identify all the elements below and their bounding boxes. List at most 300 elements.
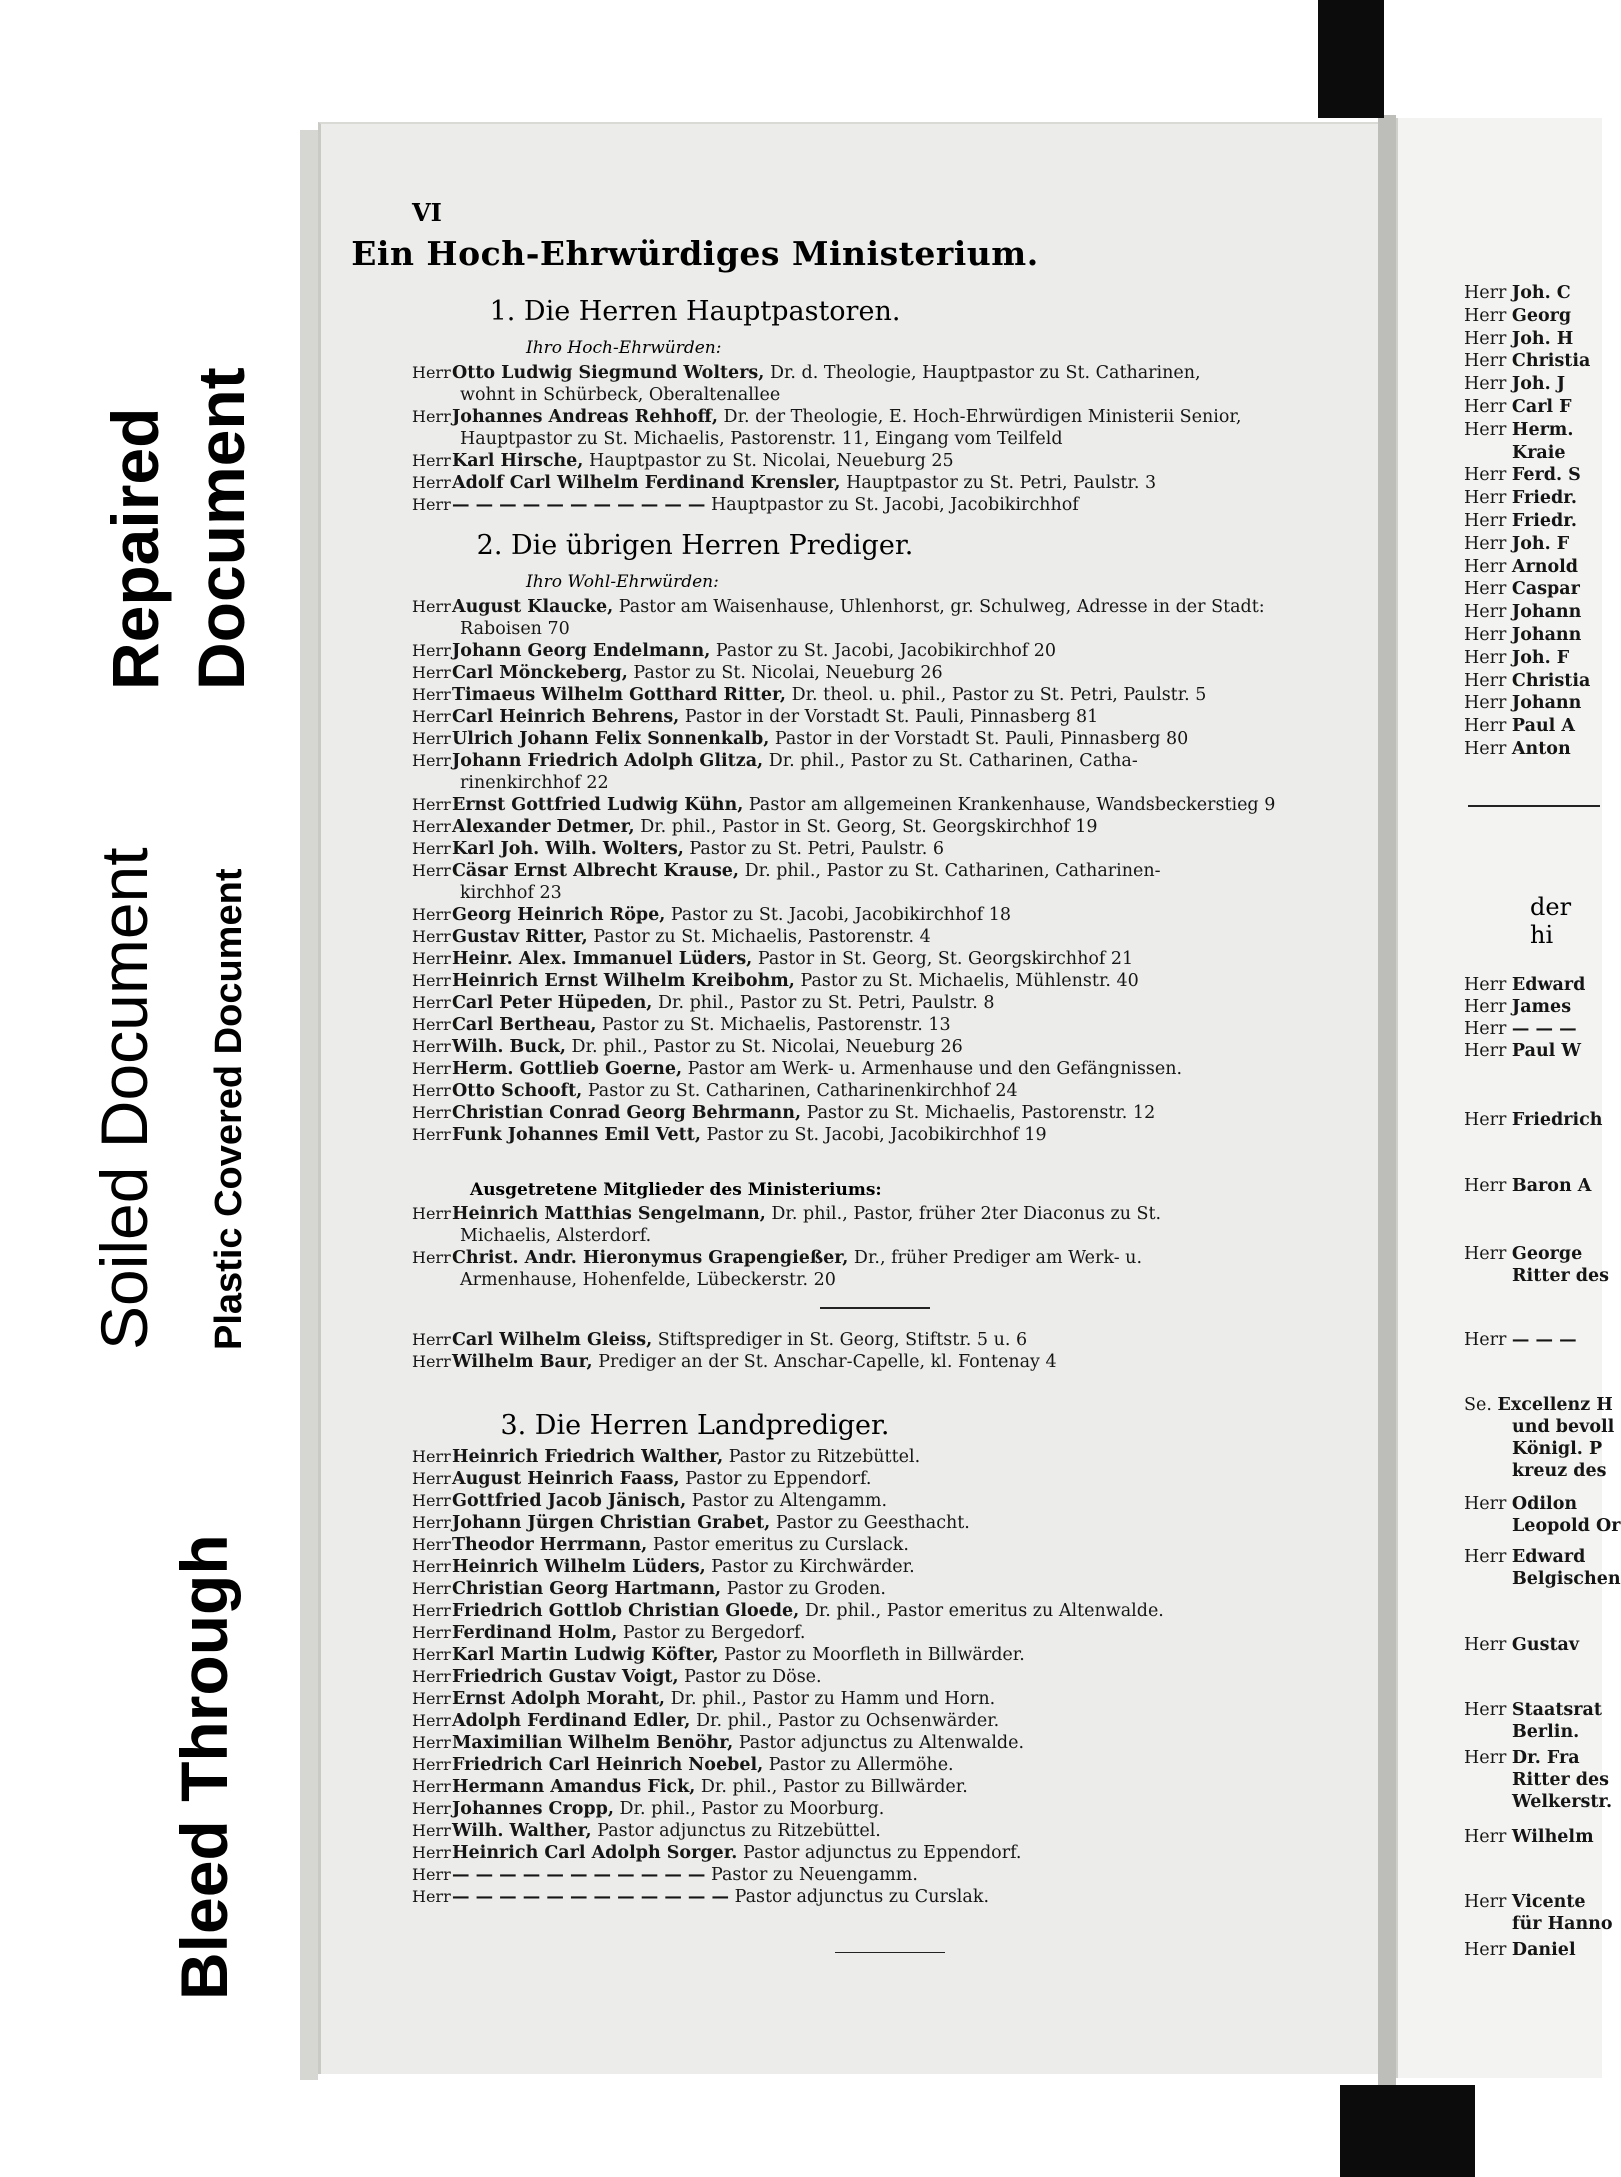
entry-name: Heinrich Wilhelm Lüders, xyxy=(452,1557,706,1577)
list-entry xyxy=(412,838,1347,860)
list-entry xyxy=(412,684,1347,706)
entry-name: Joh. C xyxy=(1511,283,1571,303)
section-heading-prediger: 2. Die übrigen Herren Prediger. xyxy=(476,530,914,561)
entry-name: Edward xyxy=(1511,975,1586,995)
right-page-entry xyxy=(1464,1494,1577,1514)
entry-detail: Pastor zu St. Michaelis, Pastorenstr. 12 xyxy=(801,1103,1156,1123)
salutation: Herr xyxy=(1464,716,1512,737)
entry-name: Christian Georg Hartmann, xyxy=(452,1579,722,1599)
entry-name: Karl Joh. Wilh. Wolters, xyxy=(452,839,684,859)
salutation: Herr xyxy=(412,1799,451,1818)
entry-name: Johann xyxy=(1511,602,1582,623)
entry-name: Friedrich Gustav Voigt, xyxy=(452,1667,679,1687)
salutation: Herr xyxy=(1464,1494,1512,1514)
salutation: Herr xyxy=(412,817,451,836)
list-entry xyxy=(412,1534,1347,1556)
list-entry xyxy=(412,948,1347,970)
entry-name: Anton xyxy=(1511,739,1571,759)
entry-detail: Pastor emeritus zu Curslack. xyxy=(647,1535,909,1555)
ausgetretene-heading: Ausgetretene Mitglieder des Ministeriums: xyxy=(470,1180,882,1200)
entry-name: James xyxy=(1511,997,1572,1017)
entry-name: Maximilian Wilhelm Benöhr, xyxy=(452,1733,734,1753)
entry-detail: Hauptpastor zu St. Nicolai, Neueburg 25 xyxy=(583,451,954,471)
entry-name: Ferdinand Holm, xyxy=(452,1623,618,1643)
entry-name: — — — xyxy=(1511,1330,1577,1350)
salutation: Herr xyxy=(412,927,451,946)
entry-name: Excellenz H xyxy=(1497,1395,1613,1415)
right-page-heading-fragment: der hi xyxy=(1530,893,1572,949)
right-page-entry xyxy=(1512,1569,1621,1589)
entry-detail: Dr. phil., Pastor zu St. Catharinen, Catha- xyxy=(763,751,1138,771)
salutation: Herr xyxy=(412,641,451,660)
entry-name: Herm. Gottlieb Goerne, xyxy=(452,1059,683,1079)
entry-name: Friedrich Carl Heinrich Noebel, xyxy=(452,1755,764,1775)
entry-detail: Dr. phil., Pastor zu Ochsenwärder. xyxy=(690,1711,1000,1731)
entry-name: Königl. P xyxy=(1512,1439,1603,1459)
salutation: Herr xyxy=(412,1887,451,1906)
entry-detail: Dr. d. Theologie, Hauptpastor zu St. Catharinen, xyxy=(764,363,1201,383)
salutation: Herr xyxy=(1464,739,1512,759)
right-page-entry xyxy=(1464,488,1577,508)
salutation: Se. xyxy=(1464,1395,1498,1415)
salutation-hoch: Ihro Hoch-Ehrwürden: xyxy=(526,338,722,358)
list-entry xyxy=(412,1556,1347,1578)
list-entry xyxy=(412,970,1347,992)
right-page-entry xyxy=(1464,975,1585,995)
salutation: Herr xyxy=(1464,351,1512,372)
entry-detail: Pastor am Waisenhause, Uhlenhorst, gr. Schulweg, Adresse in der Stadt: xyxy=(613,597,1265,617)
entry-name: Joh. H xyxy=(1511,328,1574,349)
entry-name: Edward xyxy=(1511,1547,1586,1567)
salutation: Herr xyxy=(412,1711,451,1730)
salutation: Herr xyxy=(1464,374,1512,395)
entry-detail: Pastor zu Eppendorf. xyxy=(679,1469,872,1489)
salutation: Herr xyxy=(412,707,451,726)
entry-name: Georg Heinrich Röpe, xyxy=(452,905,666,925)
entry-name: Ernst Gottfried Ludwig Kühn, xyxy=(452,795,744,815)
entry-continuation: kirchhof 23 xyxy=(460,883,562,903)
right-page-entry xyxy=(1464,420,1573,440)
right-page-entry xyxy=(1464,465,1581,485)
entry-name: Belgischen xyxy=(1512,1569,1621,1589)
entry-detail: Pastor adjunctus zu Altenwalde. xyxy=(733,1733,1025,1753)
list-entry xyxy=(412,1622,1347,1644)
list-entry xyxy=(412,1732,1347,1754)
entry-name: Welkerstr. xyxy=(1512,1792,1613,1812)
salutation: Herr xyxy=(1464,1110,1512,1130)
entry-continuation: Michaelis, Alsterdorf. xyxy=(460,1226,652,1246)
right-page-rule xyxy=(1468,805,1600,807)
entry-name: Arnold xyxy=(1511,556,1578,577)
list-entry xyxy=(412,706,1347,728)
salutation: Herr xyxy=(412,949,451,968)
entry-detail: Pastor zu Groden. xyxy=(721,1579,886,1599)
entry-name: Joh. J xyxy=(1511,374,1566,395)
list-entry xyxy=(412,1351,1347,1373)
right-page-entry xyxy=(1512,1461,1606,1481)
entry-name: Berlin. xyxy=(1512,1722,1580,1742)
right-page-entry xyxy=(1464,602,1581,622)
entry-name: Otto Ludwig Siegmund Wolters, xyxy=(452,363,765,383)
binding-tab-top xyxy=(1318,0,1384,118)
right-page-entry xyxy=(1464,1892,1586,1912)
salutation: Herr xyxy=(1464,602,1512,623)
entry-name: Friedrich xyxy=(1511,1110,1603,1130)
entry-name: Adolph Ferdinand Edler, xyxy=(452,1711,691,1731)
page-title: Ein Hoch-Ehrwürdiges Ministerium. xyxy=(351,234,1039,273)
entry-detail: Pastor zu Döse. xyxy=(678,1667,822,1687)
list-entry xyxy=(412,1468,1347,1490)
entry-detail: Pastor zu Altengamm. xyxy=(686,1491,888,1511)
salutation: Herr xyxy=(412,1579,451,1598)
list-entry xyxy=(412,1124,1347,1146)
entry-name: — — — — — — — — — — — — xyxy=(452,1887,730,1907)
salutation: Herr xyxy=(1464,488,1512,509)
right-page-entry xyxy=(1464,397,1572,417)
entry-name: Gustav Ritter, xyxy=(452,927,588,947)
entry-detail: Pastor adjunctus zu Curslak. xyxy=(729,1887,990,1907)
salutation: Herr xyxy=(1464,511,1512,531)
entry-detail: Dr. theol. u. phil., Pastor zu St. Petri, Paulstr. 5 xyxy=(786,685,1207,705)
salutation: Herr xyxy=(412,1865,451,1884)
entry-name: Christia xyxy=(1511,351,1591,372)
right-page-entry xyxy=(1512,1516,1620,1536)
salutation: Herr xyxy=(1464,419,1512,440)
list-entry xyxy=(412,1203,1347,1247)
entry-detail: Pastor zu Kirchwärder. xyxy=(705,1557,915,1577)
entry-name: für Hanno xyxy=(1512,1914,1613,1934)
right-page-entry xyxy=(1464,374,1565,394)
entry-name: Adolf Carl Wilhelm Ferdinand Krensler, xyxy=(452,473,841,493)
entry-name: Christian Conrad Georg Behrmann, xyxy=(452,1103,802,1123)
salutation: Herr xyxy=(1464,1019,1512,1039)
right-page-entry xyxy=(1464,351,1590,371)
entry-name: Caspar xyxy=(1511,579,1580,600)
salutation: Herr xyxy=(412,1352,451,1371)
list-entry xyxy=(412,406,1347,450)
right-page-entry xyxy=(1512,1792,1612,1812)
entry-name: Ulrich Johann Felix Sonnenkalb, xyxy=(452,729,770,749)
entry-name: Friedrich Gottlob Christian Gloede, xyxy=(452,1601,800,1621)
salutation: Herr xyxy=(412,971,451,990)
salutation: Herr xyxy=(412,1755,451,1774)
entry-name: August Heinrich Faass, xyxy=(452,1469,680,1489)
list-entry xyxy=(412,1776,1347,1798)
salutation: Herr xyxy=(1464,1700,1512,1720)
right-page-entry xyxy=(1464,579,1580,599)
entry-detail: Pastor zu St. Michaelis, Pastorenstr. 13 xyxy=(596,1015,951,1035)
entry-name: und bevoll xyxy=(1512,1417,1615,1437)
salutation: Herr xyxy=(412,597,451,616)
entry-name: Paul A xyxy=(1511,716,1575,737)
salutation: Herr xyxy=(412,1081,451,1100)
right-page-entry xyxy=(1512,443,1566,463)
right-page-entry xyxy=(1464,1041,1581,1061)
salutation: Herr xyxy=(1464,1041,1512,1061)
list-entry xyxy=(412,904,1347,926)
salutation: Herr xyxy=(412,993,451,1012)
entry-name: Heinr. Alex. Immanuel Lüders, xyxy=(452,949,753,969)
list-entry xyxy=(412,992,1347,1014)
list-entry xyxy=(412,450,1347,472)
entry-detail: Stiftsprediger in St. Georg, Stiftstr. 5 u. 6 xyxy=(652,1330,1028,1350)
right-page-entry xyxy=(1512,1417,1614,1437)
entry-detail: Pastor zu St. Catharinen, Catharinenkirchhof 24 xyxy=(582,1081,1018,1101)
salutation: Herr xyxy=(412,1103,451,1122)
right-page-entry xyxy=(1464,1330,1577,1350)
entry-detail: Pastor zu St. Jacobi, Jacobikirchhof 18 xyxy=(665,905,1012,925)
salutation: Herr xyxy=(412,1037,451,1056)
salutation: Herr xyxy=(1464,647,1512,668)
right-page-entry xyxy=(1464,648,1569,668)
list-entry xyxy=(412,794,1347,816)
salutation: Herr xyxy=(1464,556,1512,577)
salutation: Herr xyxy=(412,685,451,704)
right-page-entry xyxy=(1464,283,1571,303)
salutation: Herr xyxy=(1464,693,1512,714)
list-entry xyxy=(412,1666,1347,1688)
entry-name: Heinrich Matthias Sengelmann, xyxy=(452,1204,766,1224)
entry-name: Timaeus Wilhelm Gotthard Ritter, xyxy=(452,685,787,705)
salutation: Herr xyxy=(412,1557,451,1576)
entry-name: Ernst Adolph Moraht, xyxy=(452,1689,665,1709)
entry-name: Gottfried Jacob Jänisch, xyxy=(452,1491,687,1511)
list-entry xyxy=(412,926,1347,948)
salutation: Herr xyxy=(412,1821,451,1840)
salutation: Herr xyxy=(412,407,451,426)
list-entry xyxy=(412,1820,1347,1842)
entry-name: Johann Georg Endelmann, xyxy=(452,641,711,661)
salutation: Herr xyxy=(412,1689,451,1708)
list-entry xyxy=(412,1842,1347,1864)
salutation: Herr xyxy=(412,1733,451,1752)
entry-name: Carl F xyxy=(1511,397,1572,417)
entry-name: Christia xyxy=(1511,670,1591,691)
right-page-entry xyxy=(1464,306,1571,326)
entry-name: Odilon xyxy=(1511,1494,1578,1514)
right-page-entry xyxy=(1464,671,1590,691)
entry-name: Leopold Or xyxy=(1512,1516,1621,1536)
page-number: VI xyxy=(412,198,442,227)
right-page-entry xyxy=(1512,1770,1609,1790)
entry-name: Hermann Amandus Fick, xyxy=(452,1777,696,1797)
entry-name: Carl Bertheau, xyxy=(452,1015,597,1035)
salutation: Herr xyxy=(412,1015,451,1034)
salutation: Herr xyxy=(1464,1547,1512,1567)
entry-detail: Pastor zu Ritzebüttel. xyxy=(723,1447,921,1467)
entry-name: George xyxy=(1511,1244,1583,1264)
salutation: Herr xyxy=(1464,1892,1512,1912)
entry-detail: Dr. phil., Pastor emeritus zu Altenwalde. xyxy=(799,1601,1164,1621)
entry-detail: Dr. phil., Pastor, früher 2ter Diaconus zu St. xyxy=(765,1204,1162,1224)
entry-detail: Dr. phil., Pastor zu Billwärder. xyxy=(695,1777,968,1797)
entry-name: Ferd. S xyxy=(1511,465,1581,486)
book-gutter xyxy=(1378,115,1396,2095)
list-entry xyxy=(412,1058,1347,1080)
divider-rule xyxy=(820,1307,930,1309)
list-entry xyxy=(412,1512,1347,1534)
entry-detail: Pastor zu Moorfleth in Billwärder. xyxy=(718,1645,1025,1665)
entry-name: Friedr. xyxy=(1511,488,1577,509)
salutation-wohl: Ihro Wohl-Ehrwürden: xyxy=(526,572,719,592)
list-entry xyxy=(412,1578,1347,1600)
list-entry xyxy=(412,596,1347,640)
salutation: Herr xyxy=(1464,670,1512,691)
right-page-entry xyxy=(1512,1266,1609,1286)
right-page-entry xyxy=(1464,625,1581,645)
salutation: Herr xyxy=(412,1447,451,1466)
list-entry xyxy=(412,1490,1347,1512)
label-soiled-document: Soiled Document xyxy=(87,847,161,1350)
entry-name: Joh. F xyxy=(1511,533,1570,554)
entry-detail: Dr., früher Prediger am Werk- u. xyxy=(848,1248,1143,1268)
salutation: Herr xyxy=(412,905,451,924)
salutation: Herr xyxy=(1464,328,1512,349)
salutation: Herr xyxy=(412,1513,451,1532)
entry-continuation: Armenhause, Hohenfelde, Lübeckerstr. 20 xyxy=(460,1270,836,1290)
list-entry xyxy=(412,1754,1347,1776)
entry-detail: Dr. phil., Pastor zu Hamm und Horn. xyxy=(665,1689,996,1709)
list-entry xyxy=(412,472,1347,494)
list-entry xyxy=(412,1446,1347,1468)
entry-name: Ritter des xyxy=(1512,1266,1610,1286)
page-edge xyxy=(300,130,318,2080)
entry-name: Heinrich Carl Adolph Sorger. xyxy=(452,1843,738,1863)
list-entry xyxy=(412,1329,1347,1351)
salutation: Herr xyxy=(412,1469,451,1488)
entry-detail: Pastor zu Geesthacht. xyxy=(770,1513,970,1533)
salutation: Herr xyxy=(412,1535,451,1554)
list-entry xyxy=(412,816,1347,838)
right-page-entry xyxy=(1464,1635,1579,1655)
salutation: Herr xyxy=(1464,397,1512,417)
salutation: Herr xyxy=(412,1248,451,1267)
right-page-entry xyxy=(1512,1914,1613,1934)
entry-name: August Klaucke, xyxy=(452,597,614,617)
salutation: Herr xyxy=(1464,1244,1512,1264)
salutation: Herr xyxy=(412,495,451,514)
list-entry xyxy=(412,728,1347,750)
entry-name: Paul W xyxy=(1511,1041,1582,1061)
entry-detail: Pastor zu St. Michaelis, Mühlenstr. 40 xyxy=(794,971,1139,991)
entry-detail: Pastor zu Allermöhe. xyxy=(763,1755,954,1775)
salutation: Herr xyxy=(412,861,451,880)
salutation: Herr xyxy=(412,1204,451,1223)
entry-name: Vicente xyxy=(1511,1892,1586,1912)
salutation: Herr xyxy=(412,839,451,858)
entry-name: Dr. Fra xyxy=(1511,1748,1580,1768)
salutation: Herr xyxy=(412,1059,451,1078)
entry-name: Karl Hirsche, xyxy=(452,451,584,471)
entry-detail: Dr. phil., Pastor zu Moorburg. xyxy=(613,1799,885,1819)
right-page-entry xyxy=(1464,716,1575,736)
entry-detail: Pastor zu St. Jacobi, Jacobikirchhof 20 xyxy=(710,641,1057,661)
entry-name: Karl Martin Ludwig Köfter, xyxy=(452,1645,719,1665)
entry-name: Herm. xyxy=(1511,419,1574,440)
right-page-entry xyxy=(1464,1176,1591,1196)
salutation: Herr xyxy=(1464,465,1512,486)
entry-name: Staatsrat xyxy=(1511,1700,1602,1720)
entry-detail: Pastor zu St. Jacobi, Jacobikirchhof 19 xyxy=(700,1125,1047,1145)
entry-name: Daniel xyxy=(1511,1940,1576,1960)
binding-tab-bottom xyxy=(1340,2085,1475,2177)
list-entry xyxy=(412,860,1347,904)
list-entry xyxy=(412,1014,1347,1036)
label-bleed-through: Bleed Through xyxy=(167,1534,241,2000)
entry-detail: Dr. phil., Pastor zu St. Nicolai, Neueburg 26 xyxy=(565,1037,963,1057)
salutation: Herr xyxy=(1464,533,1512,554)
list-entry xyxy=(412,1688,1347,1710)
entry-name: Wilh. Walther, xyxy=(452,1821,592,1841)
section-heading-hauptpastoren: 1. Die Herren Hauptpastoren. xyxy=(489,296,901,327)
entry-name: Carl Peter Hüpeden, xyxy=(452,993,653,1013)
entry-detail: Hauptpastor zu St. Jacobi, Jacobikirchhof xyxy=(705,495,1079,515)
entry-detail: Dr. phil., Pastor zu St. Catharinen, Catharinen- xyxy=(739,861,1161,881)
right-page-entry xyxy=(1512,1439,1602,1459)
entry-name: Otto Schooft, xyxy=(452,1081,583,1101)
entry-name: Wilhelm Baur, xyxy=(452,1352,593,1372)
right-page-entry xyxy=(1464,511,1577,531)
salutation: Herr xyxy=(1464,1176,1512,1196)
salutation: Herr xyxy=(412,363,451,382)
salutation: Herr xyxy=(412,1623,451,1642)
salutation: Herr xyxy=(1464,1827,1512,1847)
right-page-entry xyxy=(1512,1722,1579,1742)
right-page-entry xyxy=(1464,997,1571,1017)
entry-name: Cäsar Ernst Albrecht Krause, xyxy=(452,861,740,881)
right-page-entry xyxy=(1464,739,1571,759)
list-entry xyxy=(412,494,1347,516)
entry-detail: Pastor zu Bergedorf. xyxy=(617,1623,806,1643)
list-entry xyxy=(412,1102,1347,1124)
salutation: Herr xyxy=(1464,1748,1512,1768)
entry-detail: Pastor am Werk- u. Armenhause und den Gefängnissen. xyxy=(682,1059,1183,1079)
entry-name: Johann xyxy=(1511,625,1582,645)
salutation: Herr xyxy=(412,451,451,470)
entry-name: — — — — — — — — — — — xyxy=(452,1865,706,1885)
entry-name: Kraie xyxy=(1512,442,1566,463)
salutation: Herr xyxy=(412,1601,451,1620)
right-page-entry xyxy=(1464,1019,1577,1039)
entry-name: Christ. Andr. Hieronymus Grapengießer, xyxy=(452,1248,849,1268)
entry-detail: Dr. phil., Pastor zu St. Petri, Paulstr. 8 xyxy=(652,993,995,1013)
entry-name: kreuz des xyxy=(1512,1461,1607,1481)
right-page-entry xyxy=(1464,1700,1602,1720)
entry-name: Gustav xyxy=(1511,1635,1580,1655)
list-entry xyxy=(412,640,1347,662)
list-entry xyxy=(412,1036,1347,1058)
salutation: Herr xyxy=(412,663,451,682)
list-entry xyxy=(412,1247,1347,1291)
entry-name: Funk Johannes Emil Vett, xyxy=(452,1125,701,1145)
entry-name: Wilh. Buck, xyxy=(452,1037,566,1057)
entry-detail: Pastor zu St. Michaelis, Pastorenstr. 4 xyxy=(587,927,931,947)
list-entry xyxy=(412,1600,1347,1622)
entry-name: Theodor Herrmann, xyxy=(452,1535,648,1555)
entry-name: Johann Jürgen Christian Grabet, xyxy=(452,1513,771,1533)
entry-detail: Pastor zu Neuengamm. xyxy=(705,1865,918,1885)
salutation: Herr xyxy=(1464,1635,1512,1655)
entry-name: Carl Heinrich Behrens, xyxy=(452,707,680,727)
entry-detail: Pastor zu St. Nicolai, Neueburg 26 xyxy=(627,663,943,683)
salutation: Herr xyxy=(1464,283,1512,303)
list-entry xyxy=(412,1644,1347,1666)
salutation: Herr xyxy=(412,1645,451,1664)
entry-name: Georg xyxy=(1511,305,1572,326)
right-page-entry xyxy=(1464,534,1569,554)
right-page-entry xyxy=(1464,1547,1585,1567)
list-entry xyxy=(412,662,1347,684)
